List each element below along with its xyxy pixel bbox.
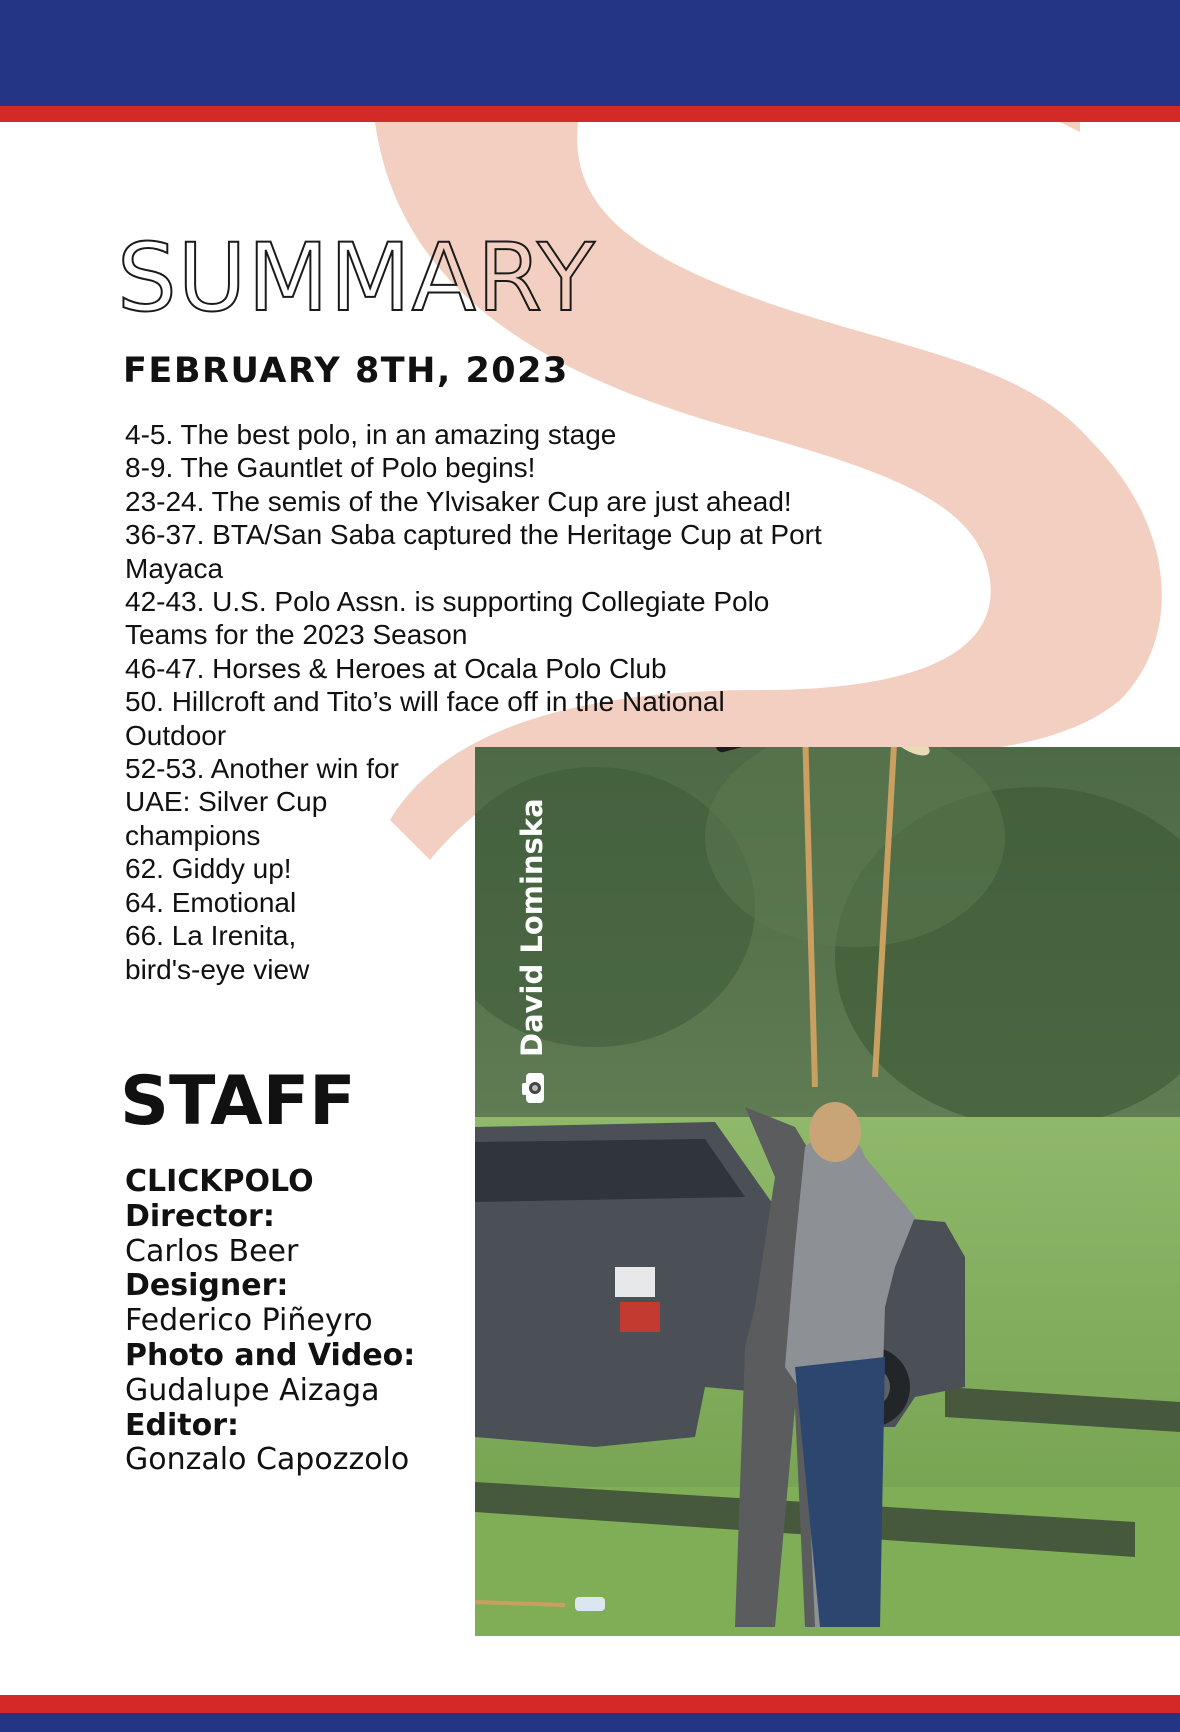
editor-label: Editor: — [125, 1407, 239, 1443]
summary-item[interactable]: 23-24. The semis of the Ylvisaker Cup are just ahead! — [125, 485, 792, 517]
summary-item[interactable]: 4-5. The best polo, in an amazing stage — [125, 419, 617, 450]
staff-company: CLICKPOLO — [125, 1164, 314, 1199]
summary-item[interactable]: 50. Hillcroft and Tito’s will face off in the National Outdoor — [125, 686, 725, 751]
staff-credits — [125, 1165, 445, 1478]
bottom-red-stripe — [0, 1695, 1180, 1713]
summary-item[interactable]: 66. La Irenita, bird's-eye view — [125, 920, 310, 985]
designer-label: Designer: — [125, 1268, 289, 1304]
summary-item[interactable]: 46-47. Horses & Heroes at Ocala Polo Club — [125, 652, 667, 684]
photo-video-label: Photo and Video: — [125, 1337, 416, 1373]
summary-item[interactable]: 52-53. Another win for UAE: Silver Cup champions — [125, 753, 399, 851]
designer-name: Federico Piñeyro — [125, 1303, 373, 1339]
camera-icon — [519, 1071, 545, 1105]
director-name: Carlos Beer — [125, 1233, 299, 1269]
photo-credit — [515, 798, 549, 1105]
director-label: Director: — [125, 1198, 275, 1234]
summary-title: SUMMARY — [117, 224, 596, 333]
photo-credit-name: David Lominska — [515, 798, 549, 1057]
issue-date: FEBRUARY 8TH, 2023 — [123, 351, 569, 391]
photo-video-name: Gudalupe Aizaga — [125, 1372, 380, 1408]
staff-title: STAFF — [120, 1062, 356, 1141]
summary-item[interactable]: 62. Giddy up! — [125, 853, 292, 885]
summary-item[interactable]: 8-9. The Gauntlet of Polo begins! — [125, 452, 536, 484]
polo-photo — [475, 747, 1180, 1636]
editor-name: Gonzalo Capozzolo — [125, 1442, 410, 1478]
bottom-navy-band — [0, 1713, 1180, 1732]
summary-item[interactable]: 64. Emotional — [125, 886, 297, 918]
summary-item[interactable]: 42-43. U.S. Polo Assn. is supporting Collegiate Polo Teams for the 2023 Season — [125, 586, 770, 651]
summary-item[interactable]: 36-37. BTA/San Saba captured the Heritage Cup at Port Mayaca — [125, 519, 822, 584]
